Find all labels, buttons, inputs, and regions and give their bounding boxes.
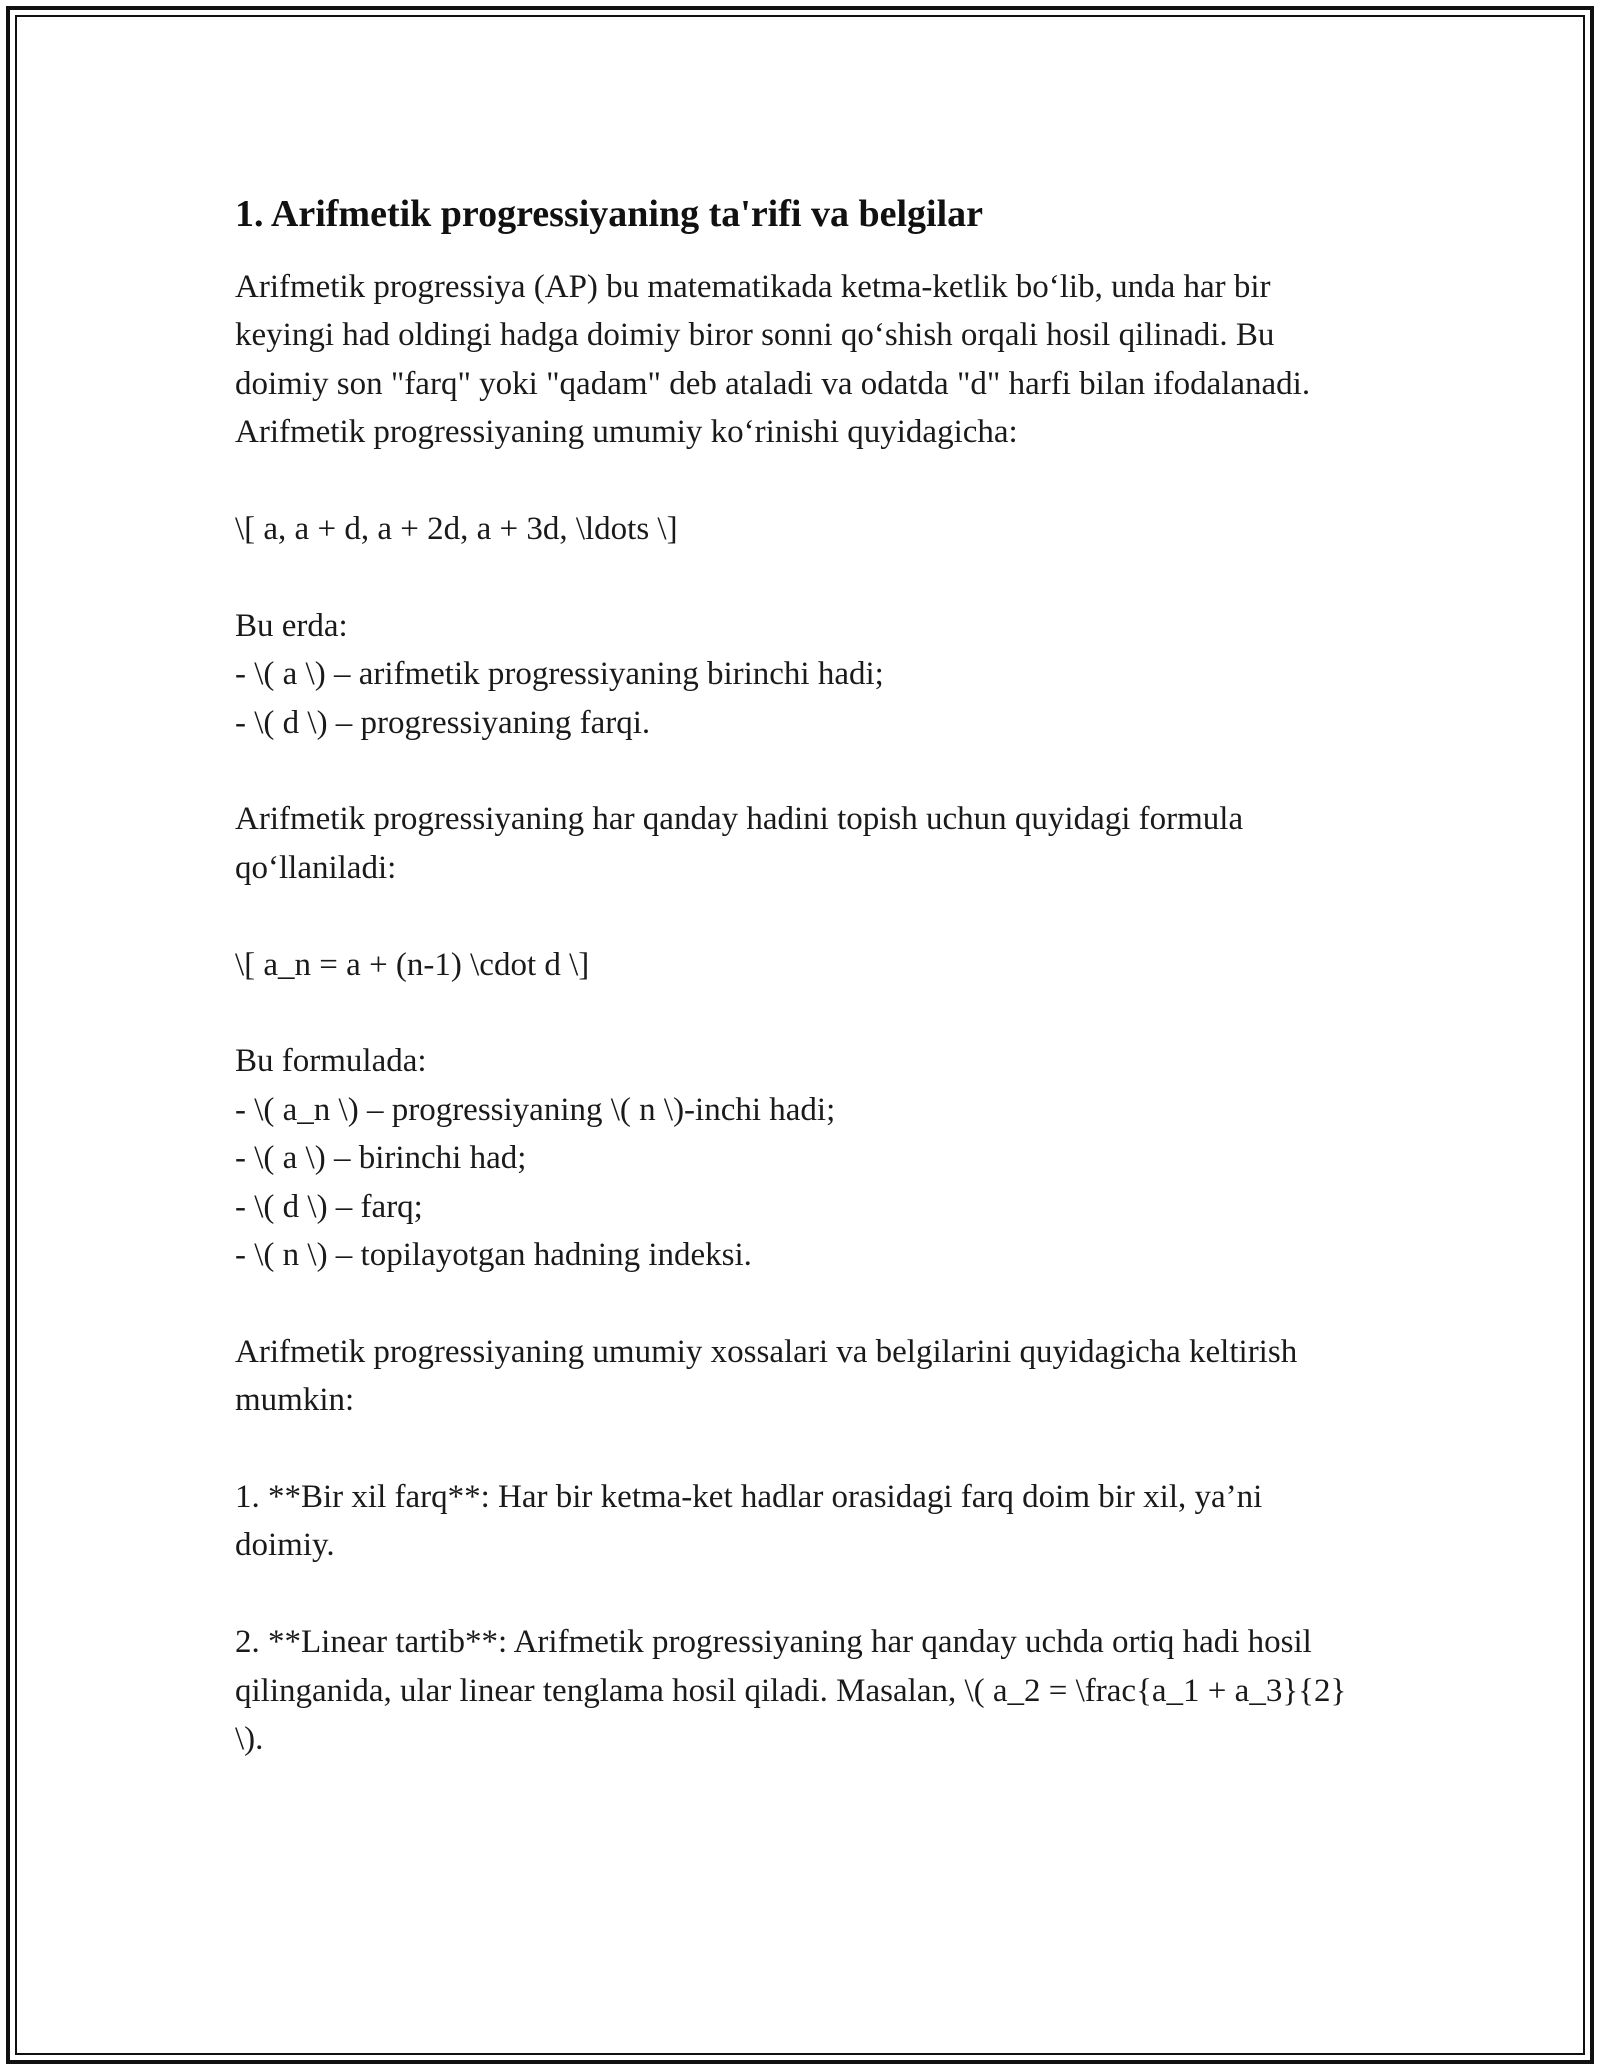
property-item-2: 2. **Linear tartib**: Arifmetik progressiyaning har qanday uchda ortiq hadi hosil qilinganida, ular linear tenglama hosil qiladi. Masalan, \( a_2 = \frac{a_1 + a_3}{2} \).	[235, 1624, 1355, 1758]
paragraph-gap	[235, 1425, 1365, 1473]
paragraph-gap	[235, 989, 1365, 1037]
paragraph-gap	[235, 457, 1365, 505]
nth-term-intro: Arifmetik progressiyaning har qanday hadini topish uchun quyidagi formula qo‘llaniladi:	[235, 801, 1252, 886]
properties-intro: Arifmetik progressiyaning umumiy xossalari va belgilarini quyidagicha keltirish mumkin:	[235, 1333, 1306, 1419]
formula-definitions: Bu formulada: - \( a_n \) – progressiyaning \( n \)-inchi hadi; - \( a \) – birinchi had; - \( d \) – farq; - \( n \) – topilayotgan hadning indeksi.	[235, 1043, 836, 1274]
intro-paragraph: Arifmetik progressiya (AP) bu matematikada ketma-ketlik bo‘lib, unda har bir keyingi had oldingi hadga doimiy biror sonni qo‘shish orqali hosil qilinadi. Bu doimiy son "farq" yoki "qadam" deb ataladi va odatda "d" harfi bilan ifodalanadi. Arifmetik progressiyaning umumiy ko‘rinishi quyidagicha:	[235, 269, 1317, 451]
document-body	[235, 185, 1365, 1763]
nth-term-formula: \[ a_n = a + (n-1) \cdot d \]	[235, 946, 590, 983]
paragraph-gap	[235, 747, 1365, 795]
where-definitions: Bu erda: - \( a \) – arifmetik progressiyaning birinchi hadi; - \( d \) – progressiyaning farqi.	[235, 607, 884, 741]
paragraph-gap	[235, 1279, 1365, 1327]
paragraph-gap	[235, 892, 1365, 940]
section-heading: 1. Arifmetik progressiyaning ta'rifi va belgilar	[235, 193, 983, 235]
paragraph-gap	[235, 553, 1365, 601]
property-item-1: 1. **Bir xil farq**: Har bir ketma-ket hadlar orasidagi farq doim bir xil, ya’ni doimiy.	[235, 1479, 1271, 1564]
paragraph-gap	[235, 1570, 1365, 1618]
sequence-formula: \[ a, a + d, a + 2d, a + 3d, \ldots \]	[235, 511, 678, 548]
